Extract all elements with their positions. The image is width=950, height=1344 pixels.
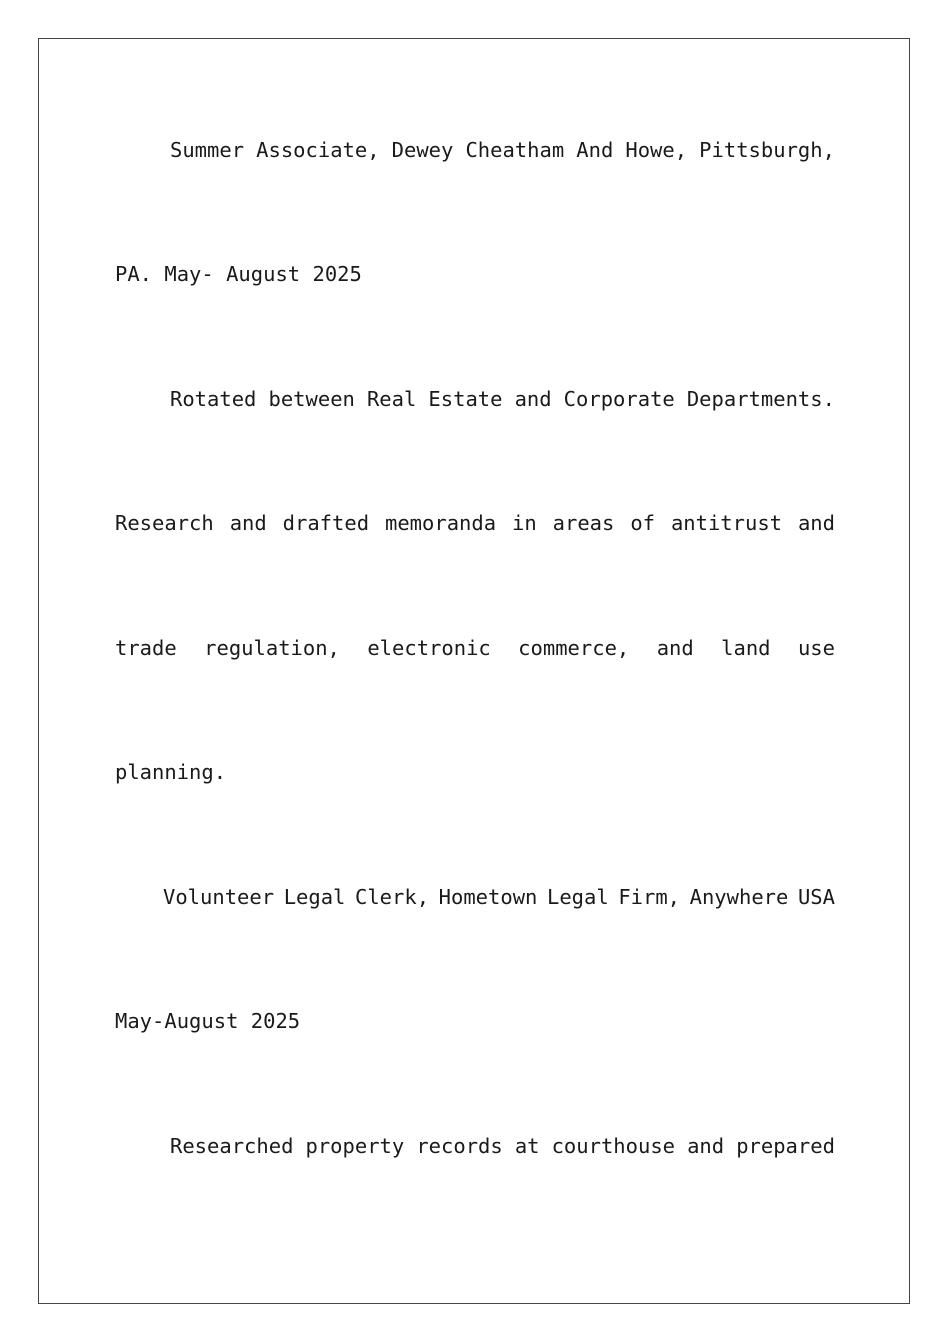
word: Legal <box>547 885 609 909</box>
word: Researched <box>170 1134 294 1158</box>
word: Hometown <box>438 885 538 909</box>
word: Clerk, <box>355 885 430 909</box>
word: property <box>305 1134 405 1158</box>
text-line-4 <box>115 510 835 536</box>
word: Firm, <box>618 885 681 909</box>
word: Summer <box>170 138 245 162</box>
word: Departments. <box>686 387 835 411</box>
word: Research <box>115 511 214 535</box>
word: areas <box>552 511 615 535</box>
word: Estate <box>428 387 503 411</box>
word: And <box>576 138 614 162</box>
word: trade <box>115 636 177 660</box>
word: regulation, <box>204 636 340 660</box>
page-border <box>38 38 910 1304</box>
word: and <box>687 1134 725 1158</box>
text-line-9 <box>115 1133 835 1159</box>
word: land <box>721 636 771 660</box>
text-line-8: May-August 2025 <box>115 1009 301 1033</box>
word: Associate, <box>256 138 380 162</box>
word: drafted <box>282 511 370 535</box>
word: and <box>797 511 835 535</box>
word: and <box>229 511 267 535</box>
word: in <box>512 511 537 535</box>
word: of <box>630 511 655 535</box>
word: courthouse <box>551 1134 675 1158</box>
word: Cheatham <box>465 138 565 162</box>
word: Rotated <box>170 387 257 411</box>
word: records <box>416 1134 503 1158</box>
word: Pittsburgh, <box>699 138 835 162</box>
text-line-7 <box>115 884 835 910</box>
word: Howe, <box>625 138 688 162</box>
text-line-6: planning. <box>115 760 227 784</box>
word: antitrust <box>670 511 783 535</box>
word: electronic <box>367 636 491 660</box>
word: Volunteer <box>163 885 275 909</box>
text-line-5 <box>115 635 835 661</box>
word: and <box>656 636 694 660</box>
word: Anywhere <box>689 885 789 909</box>
word: at <box>514 1134 540 1158</box>
word: prepared <box>736 1134 835 1158</box>
word: and <box>514 387 552 411</box>
text-line-1 <box>115 137 835 163</box>
word: Corporate <box>563 387 675 411</box>
word: between <box>268 387 355 411</box>
word: USA <box>797 885 835 909</box>
word: Dewey <box>391 138 454 162</box>
word: memoranda <box>385 511 497 535</box>
word: Legal <box>283 885 346 909</box>
text-line-3 <box>115 386 835 412</box>
word: commerce, <box>518 636 630 660</box>
text-line-2: PA. May- August 2025 <box>115 262 362 286</box>
word: use <box>797 636 835 660</box>
word: Real <box>366 387 417 411</box>
